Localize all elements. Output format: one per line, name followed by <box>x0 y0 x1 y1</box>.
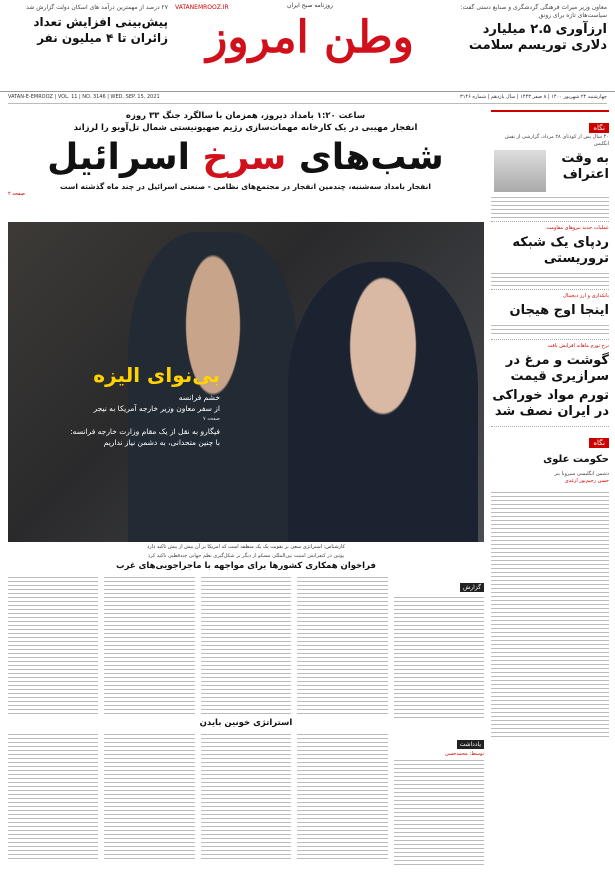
masthead-right-teaser[interactable] <box>447 4 607 54</box>
lead-subhead-2: انفجار مهیبی در یک کارخانه مهمات‌سازی رژیم صهیونیستی شمال تل‌آویو را لرزاند <box>73 123 418 133</box>
sidebar-story-4-kicker: نرخ تورم ماهانه افزایش یافت <box>547 343 609 349</box>
lead-page-ref: صفحه ۲ <box>8 191 25 197</box>
story-2-body <box>104 731 194 861</box>
lead-headline-red: سرخ <box>202 137 287 178</box>
sidebar-body-lines <box>491 270 609 286</box>
logo-name: وطن امروز <box>206 12 414 63</box>
sidebar-story-3-kicker: بانکداری و ارز دیجیتال <box>563 293 609 299</box>
story-2-body <box>394 757 484 867</box>
lead-subhead-1: ساعت ۱:۲۰ بامداد دیروز، همزمان با سالگرد جنگ ۳۳ روزه <box>125 111 366 121</box>
right-teaser-kicker: معاون وزیر میراث فرهنگی گردشگری و صنایع دستی گفت: سیاست‌های تازه برای رونق <box>460 4 607 19</box>
sidebar-column-tag: نگاه <box>589 438 609 448</box>
lead-headline <box>8 136 483 180</box>
photo-caption: کارشناس: استراتژی سعی بر تقویت یک یک منطقه است که امریکا بر آن بیش از پیش تاکید دارد <box>147 544 345 550</box>
photo-overlay-sub-3: فیگارو به نقل از یک مقام وزارت خارجه فرانسه: <box>70 427 220 436</box>
sidebar-story-1[interactable] <box>491 112 609 222</box>
photo-figure-right <box>288 262 478 542</box>
lead-headline-part-1: شب‌های <box>286 137 444 178</box>
story-2-byline: توسط: محمدحسن <box>445 751 484 757</box>
story-1-body <box>201 574 291 714</box>
photo-overlay-title: بی‌نوای الیزه <box>93 363 220 387</box>
photo-overlay-sub-4: با چنین متحدانی، به دشمن نیاز نداریم <box>103 438 220 447</box>
story-1-body <box>8 574 98 714</box>
right-sidebar <box>491 110 609 850</box>
sidebar-column-body <box>491 489 609 739</box>
sidebar-story-4-headline: گوشت و مرغ در سرازیری قیمت <box>505 353 609 384</box>
site-url: VATANEMROOZ.IR <box>175 4 229 11</box>
story-1-columns <box>8 574 484 714</box>
sidebar-photo-1 <box>494 150 546 192</box>
left-teaser-headline: پیش‌بینی افزایش تعداد زائران تا ۴ میلیون نفر <box>33 15 168 45</box>
sidebar-body-lines <box>491 322 609 336</box>
sidebar-story-1-headline: به وقت اعتراف <box>561 151 609 182</box>
photo-overlay-sub-1: خشم فرانسه <box>178 393 220 402</box>
story-2-body <box>201 731 291 861</box>
story-2-label: یادداشت <box>457 740 484 749</box>
newspaper-logo[interactable] <box>175 2 445 82</box>
photo-overlay-ref: صفحه ۷ <box>203 416 220 422</box>
sidebar-story-3[interactable] <box>491 290 609 340</box>
story-1-body <box>394 594 484 719</box>
lead-photo[interactable] <box>8 222 484 542</box>
story-2[interactable] <box>8 718 484 871</box>
sidebar-story-1-kicker: ۴۰ سال پس از کودتای ۲۸ مرداد، گزارشی از نقش انگلیس <box>504 134 609 147</box>
story-1-column <box>394 574 484 714</box>
sidebar-story-2[interactable] <box>491 222 609 290</box>
story-2-body <box>297 731 387 861</box>
story-2-body <box>8 731 98 861</box>
sidebar-tag: نگاه <box>589 123 609 133</box>
story-1[interactable] <box>8 553 484 714</box>
sidebar-column-byline: حسن رحیم‌پور ازغدی <box>564 478 609 484</box>
sidebar-column[interactable] <box>491 427 609 742</box>
story-1-label: گزارش <box>460 583 484 592</box>
sidebar-column-kicker: دشمن انگلیسی سیرو‌یا بنر <box>554 471 609 477</box>
lead-headline-part-2: اسرائیل <box>47 137 203 178</box>
masthead <box>0 0 615 92</box>
logo-tagline: روزنامه صبح ایران <box>287 2 333 9</box>
photo-overlay-sub-2: از سفر معاون وزیر خارجه آمریکا به نیجر <box>93 404 220 413</box>
right-teaser-headline: ارزآوری ۲.۵ میلیارد دلاری توریسم سلامت <box>468 22 607 53</box>
sidebar-story-4[interactable] <box>491 340 609 427</box>
story-2-headline: استراتژی خونین بایدن <box>199 718 293 728</box>
lead-summary: انفجار بامداد سه‌شنبه، چندمین انفجار در مجتمع‌های نظامی - صنعتی اسرائیل در چند ماه گذشته است <box>60 182 431 191</box>
story-1-body <box>297 574 387 714</box>
story-2-column <box>394 731 484 871</box>
sidebar-column-headline: حکومت علوی <box>543 454 609 465</box>
dateline-english: VATAN-E-EMROOZ | VOL. 11 | NO. 3146 | WED. SEP. 15, 2021 <box>8 94 160 100</box>
left-teaser-kicker: ۲۷ درصد از مهمترین درآمد های اسکان دولت گزارش شد <box>26 4 168 11</box>
lead-story[interactable] <box>8 110 483 197</box>
sidebar-story-2-headline: ردپای یک شبکه تروریستی <box>512 235 609 266</box>
sidebar-story-3-headline: اینجا اوج هیجان <box>509 303 609 318</box>
story-1-kicker: پوتین در کنفرانس امنیت بین‌المللی مسکو از دیگر بر شکل‌گیری نظم جهانی چندقطبی تاکید کرد <box>147 553 345 559</box>
dateline-persian: چهارشنبه ۲۴ شهریور ۱۴۰۰ | ۸ صفر ۱۴۴۳ | سال یازدهم | شماره ۳۱۴۶ <box>460 94 607 100</box>
dateline <box>8 94 607 104</box>
story-2-columns <box>8 731 484 871</box>
photo-overlay <box>20 362 220 448</box>
masthead-left-teaser[interactable] <box>8 4 168 46</box>
sidebar-body-lines <box>491 194 609 218</box>
story-1-body <box>104 574 194 714</box>
sidebar-story-2-kicker: عملیات جدید نیروهای مقاومت <box>546 225 609 231</box>
sidebar-story-5-headline: تورم مواد خوراکی در ایران نصف شد <box>492 388 609 419</box>
story-1-headline: فراخوان همکاری کشورها برای مواجهه با ماجراجویی‌های غرب <box>116 561 376 571</box>
